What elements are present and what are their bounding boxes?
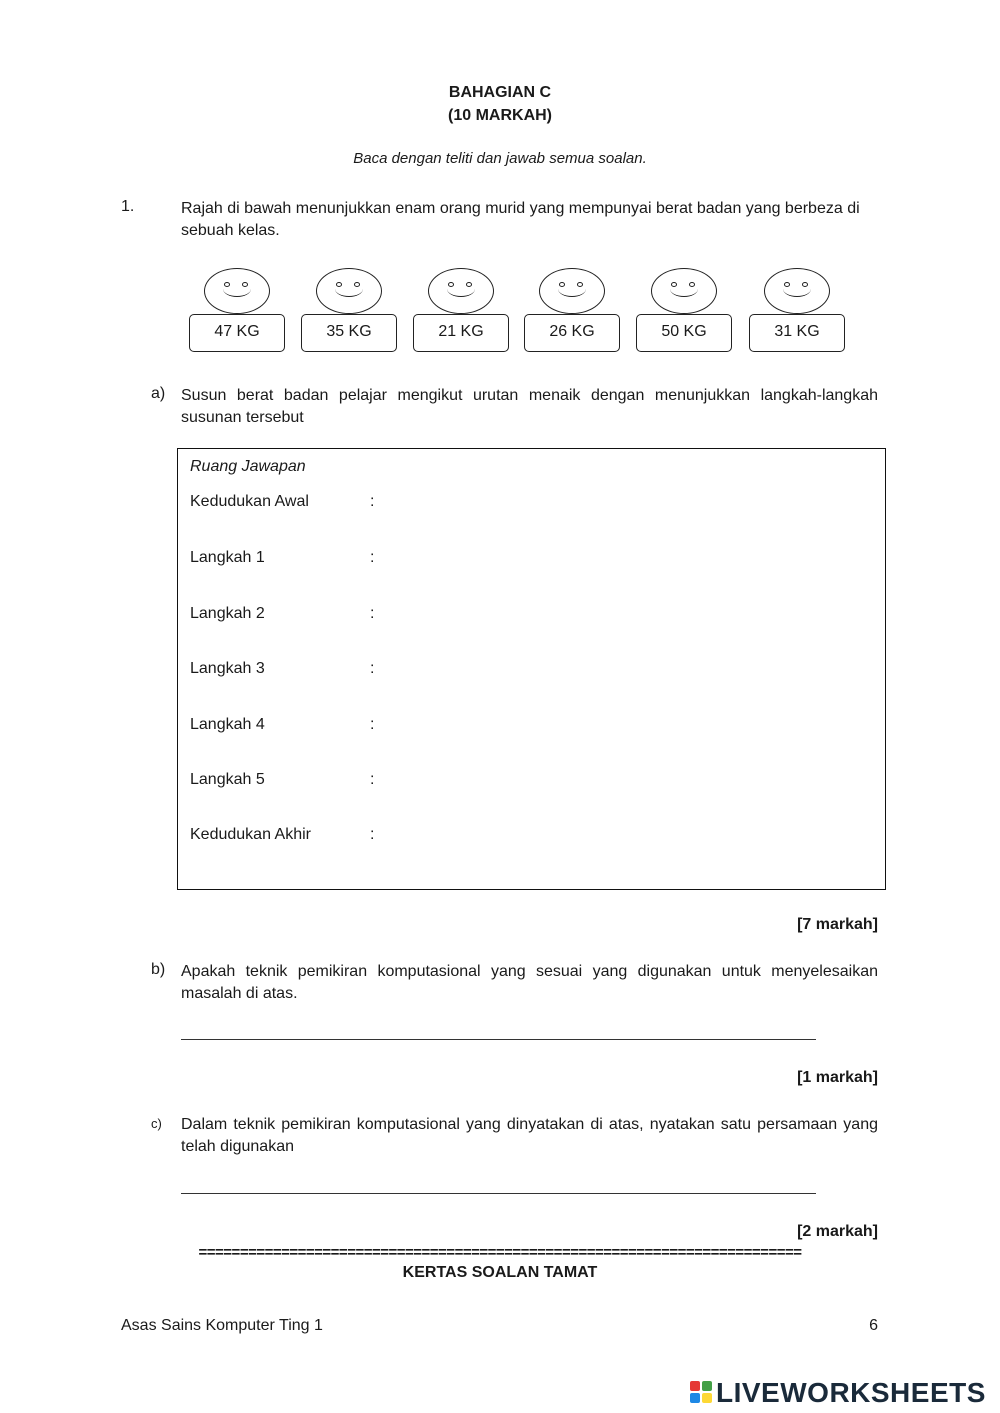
weight-label: 47 KG — [189, 314, 285, 352]
answer-row-label: Kedudukan Akhir — [190, 826, 311, 843]
weight-label: 26 KG — [524, 314, 620, 352]
answer-row-label: Langkah 1 — [190, 549, 265, 566]
face-icon — [428, 268, 494, 314]
student-figure — [413, 268, 509, 354]
footer-subject: Asas Sains Komputer Ting 1 — [121, 1317, 323, 1334]
answer-row-label: Langkah 4 — [190, 716, 265, 733]
logo-text: LIVEWORKSHEETS — [716, 1377, 986, 1408]
weight-label: 35 KG — [301, 314, 397, 352]
weight-label: 21 KG — [413, 314, 509, 352]
weight-label: 31 KG — [749, 314, 845, 352]
instruction-text: Baca dengan teliti dan jawab semua soalan. — [353, 150, 647, 167]
answer-row-colon: : — [370, 771, 375, 788]
answer-row-label: Langkah 5 — [190, 771, 265, 788]
answer-row-colon: : — [370, 549, 375, 566]
part-b-label: b) — [151, 961, 166, 978]
student-figure — [636, 268, 732, 354]
answer-row-colon: : — [370, 660, 375, 677]
liveworksheets-logo[interactable] — [690, 1376, 990, 1410]
answer-row-label: Kedudukan Awal — [190, 493, 309, 510]
face-icon — [651, 268, 717, 314]
student-figure — [189, 268, 285, 354]
end-separator: ========================================================================= — [198, 1244, 802, 1261]
part-a-label: a) — [151, 385, 166, 402]
student-figure — [749, 268, 845, 354]
logo-icon — [690, 1381, 714, 1405]
face-icon — [539, 268, 605, 314]
answer-line[interactable] — [181, 1039, 816, 1040]
part-a-marks: [7 markah] — [797, 916, 878, 933]
part-b-text: Apakah teknik pemikiran komputasional yang sesuai yang digunakan untuk menyelesaikan masalah di atas. — [181, 963, 878, 1002]
answer-row-colon: : — [370, 605, 375, 622]
part-b-marks: [1 markah] — [797, 1069, 878, 1086]
part-c-text: Dalam teknik pemikiran komputasional yang dinyatakan di atas, nyatakan satu persamaan yang telah digunakan — [181, 1116, 878, 1155]
question-text: Rajah di bawah menunjukkan enam orang murid yang mempunyai berat badan yang berbeza di sebuah kelas. — [181, 200, 860, 239]
part-c-label: c) — [151, 1116, 162, 1131]
section-marks: (10 MARKAH) — [448, 107, 552, 124]
answer-row-label: Langkah 3 — [190, 660, 265, 677]
weight-label: 50 KG — [636, 314, 732, 352]
end-text: KERTAS SOALAN TAMAT — [402, 1264, 598, 1281]
student-figure — [301, 268, 397, 354]
question-number: 1. — [121, 198, 135, 215]
logo-square-green — [702, 1381, 712, 1391]
answer-box-title: Ruang Jawapan — [190, 458, 306, 475]
answer-row-colon: : — [370, 716, 375, 733]
answer-box[interactable] — [177, 448, 886, 890]
face-icon — [204, 268, 270, 314]
part-c-marks: [2 markah] — [797, 1223, 878, 1240]
logo-square-yellow — [702, 1393, 712, 1403]
logo-square-blue — [690, 1393, 700, 1403]
face-icon — [764, 268, 830, 314]
answer-row-colon: : — [370, 826, 375, 843]
face-icon — [316, 268, 382, 314]
answer-row-colon: : — [370, 493, 375, 510]
logo-square-red — [690, 1381, 700, 1391]
answer-row-label: Langkah 2 — [190, 605, 265, 622]
part-a-text: Susun berat badan pelajar mengikut urutan menaik dengan menunjukkan langkah-langkah susunan tersebut — [181, 387, 878, 426]
page-number: 6 — [869, 1317, 878, 1334]
section-title: BAHAGIAN C — [448, 84, 552, 101]
answer-line[interactable] — [181, 1193, 816, 1194]
student-figure — [524, 268, 620, 354]
